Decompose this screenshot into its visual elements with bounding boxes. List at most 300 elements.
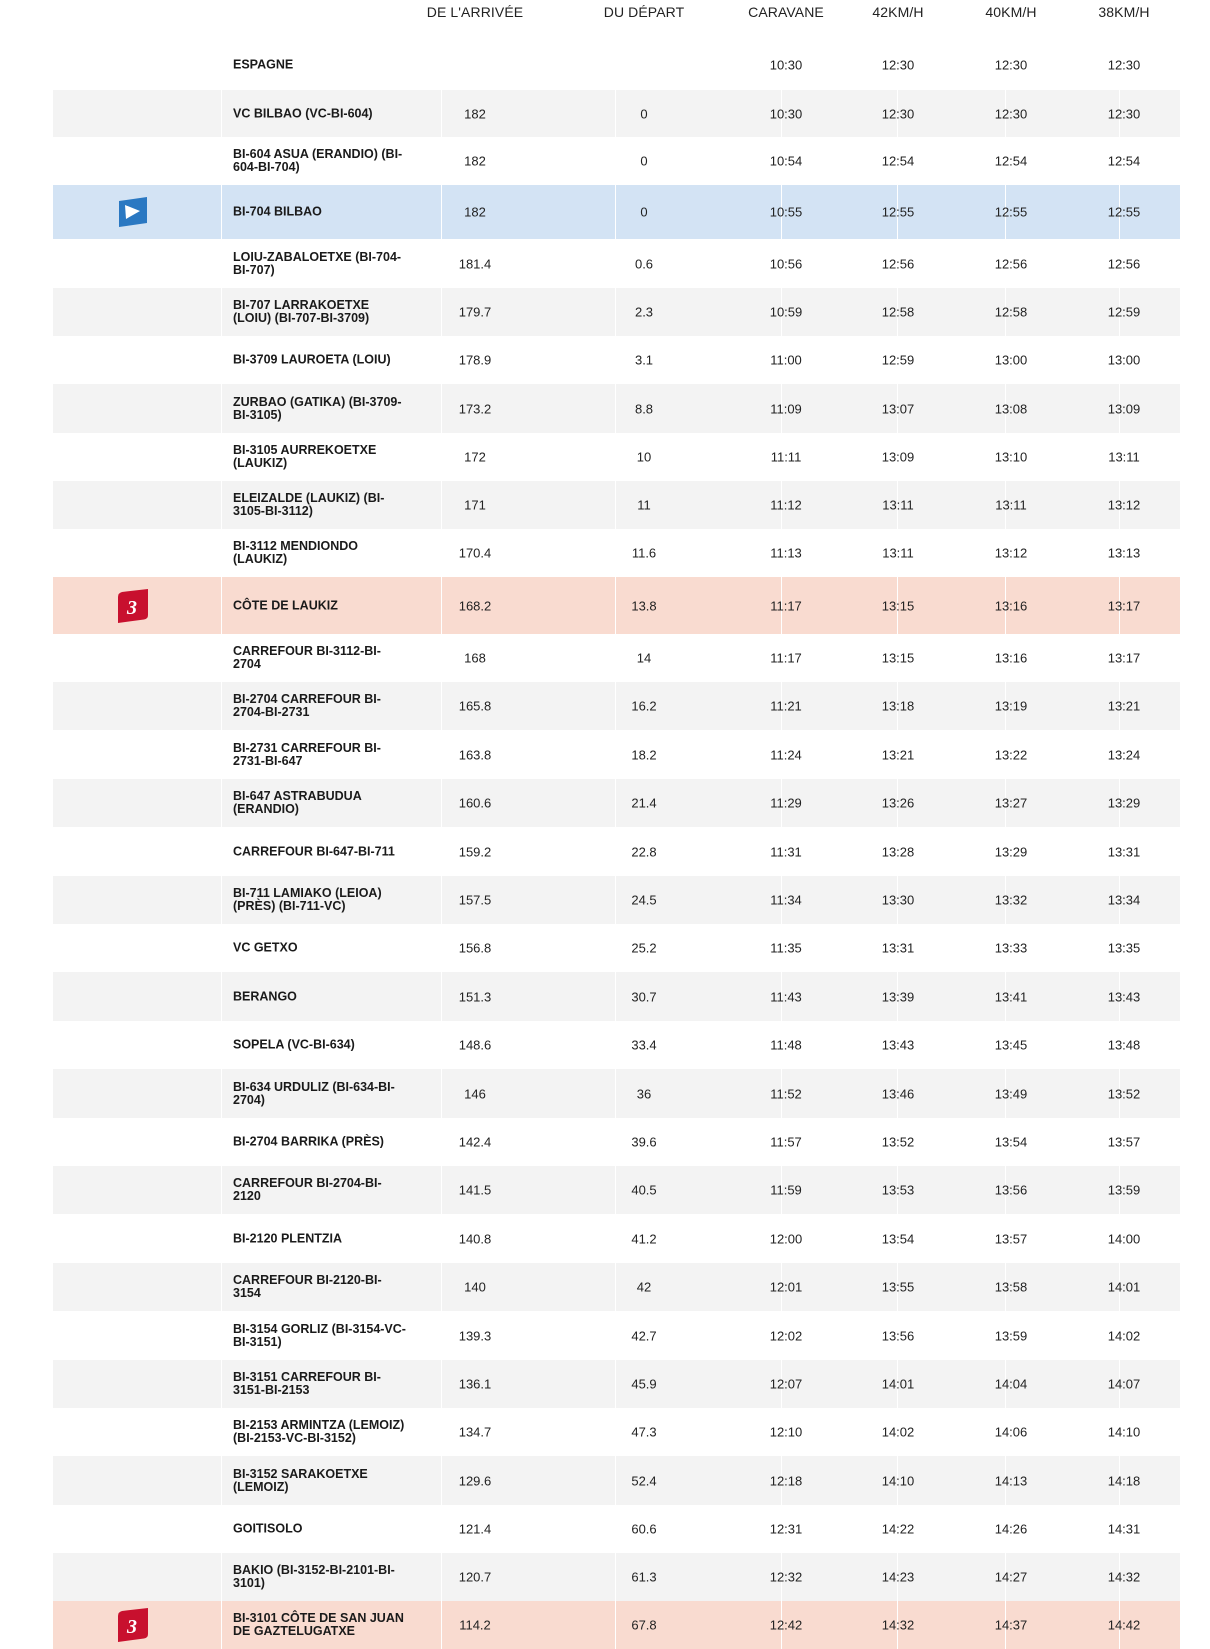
cell-v40: 13:12 bbox=[994, 545, 1028, 561]
table-row bbox=[53, 384, 1180, 433]
cell-depart: 33.4 bbox=[631, 1037, 657, 1053]
table-row bbox=[53, 876, 1180, 924]
cell-depart: 0 bbox=[640, 106, 648, 121]
table-row bbox=[53, 577, 1180, 634]
cell-v38: 14:00 bbox=[1107, 1231, 1141, 1246]
column-divider bbox=[615, 1601, 616, 1649]
cell-v38: 12:54 bbox=[1107, 153, 1141, 169]
location-name: CARREFOUR BI-2704-BI-2120 bbox=[233, 1176, 382, 1203]
column-divider bbox=[615, 1553, 616, 1601]
column-divider bbox=[221, 1553, 222, 1601]
table-row bbox=[53, 1408, 1180, 1456]
cell-v40: 13:29 bbox=[994, 844, 1028, 859]
cell-depart: 40.5 bbox=[631, 1182, 657, 1198]
table-row bbox=[53, 137, 1180, 185]
location-name: VC GETXO bbox=[233, 940, 298, 955]
cell-v40: 13:11 bbox=[995, 497, 1027, 513]
cell-v38: 13:17 bbox=[1107, 650, 1141, 666]
table-row bbox=[53, 827, 1180, 876]
cell-caravane: 11:21 bbox=[770, 698, 802, 714]
cell-caravane: 11:59 bbox=[770, 1182, 802, 1198]
column-divider bbox=[221, 577, 222, 634]
column-divider bbox=[221, 1166, 222, 1214]
cell-v38: 13:21 bbox=[1107, 698, 1141, 714]
cell-v38: 14:07 bbox=[1107, 1376, 1141, 1392]
cell-arrivee: 182 bbox=[464, 153, 486, 169]
cell-v38: 13:34 bbox=[1107, 892, 1141, 908]
col-header-caravane: CARAVANE bbox=[748, 4, 824, 20]
table-row bbox=[53, 288, 1180, 336]
table-row bbox=[53, 1601, 1180, 1649]
column-divider bbox=[615, 577, 616, 634]
cell-caravane: 10:59 bbox=[769, 304, 803, 320]
cell-depart: 8.8 bbox=[634, 401, 654, 416]
cell-v40: 13:58 bbox=[994, 1279, 1028, 1295]
cell-v40: 14:04 bbox=[994, 1376, 1028, 1392]
column-divider bbox=[441, 90, 442, 137]
cell-depart: 16.2 bbox=[631, 698, 657, 714]
cell-depart: 0.6 bbox=[634, 256, 654, 271]
cell-arrivee: 151.3 bbox=[458, 989, 492, 1004]
cell-v38: 13:43 bbox=[1107, 989, 1141, 1004]
cell-caravane: 11:12 bbox=[770, 497, 802, 513]
cell-arrivee: 156.8 bbox=[458, 940, 492, 956]
table-row bbox=[53, 1553, 1180, 1601]
cell-arrivee: 168.2 bbox=[458, 598, 492, 613]
cell-v38: 13:17 bbox=[1107, 598, 1141, 613]
location-name: BI-2704 BARRIKA (PRÈS) bbox=[233, 1134, 384, 1149]
cell-v42: 14:22 bbox=[881, 1521, 915, 1537]
column-divider bbox=[441, 1166, 442, 1214]
cell-arrivee: 168 bbox=[464, 650, 486, 666]
cell-v42: 13:15 bbox=[881, 650, 915, 666]
cell-arrivee: 165.8 bbox=[458, 698, 492, 714]
cell-depart: 11 bbox=[637, 497, 651, 513]
cell-v42: 13:30 bbox=[881, 892, 915, 908]
cell-caravane: 12:18 bbox=[769, 1473, 803, 1488]
cell-arrivee: 142.4 bbox=[458, 1134, 492, 1150]
cell-caravane: 10:30 bbox=[769, 57, 803, 72]
location-name: BI-2731 CARREFOUR BI-2731-BI-647 bbox=[233, 740, 381, 768]
cell-depart: 14 bbox=[636, 650, 652, 666]
cell-depart: 0 bbox=[640, 204, 648, 220]
location-name: BAKIO (BI-3152-BI-2101-BI-3101) bbox=[233, 1563, 395, 1590]
location-name: BI-2704 CARREFOUR BI-2704-BI-2731 bbox=[233, 692, 381, 719]
column-divider bbox=[221, 682, 222, 730]
table-row bbox=[53, 90, 1180, 137]
cell-arrivee: 148.6 bbox=[458, 1037, 492, 1053]
cell-v38: 12:30 bbox=[1107, 106, 1141, 121]
column-divider bbox=[221, 972, 222, 1021]
cell-depart: 45.9 bbox=[631, 1376, 657, 1392]
cell-v40: 13:19 bbox=[994, 698, 1028, 714]
cell-v42: 12:58 bbox=[881, 304, 915, 320]
cell-arrivee: 140.8 bbox=[458, 1231, 492, 1246]
column-divider bbox=[441, 1601, 442, 1649]
cell-caravane: 12:42 bbox=[769, 1617, 803, 1633]
table-row bbox=[53, 39, 1180, 90]
column-divider bbox=[441, 779, 442, 827]
col-header-depart: DU DÉPART bbox=[603, 4, 685, 20]
cell-v40: 14:13 bbox=[994, 1473, 1028, 1488]
table-row bbox=[53, 1069, 1180, 1118]
cell-v38: 14:02 bbox=[1107, 1328, 1141, 1343]
cell-v40: 14:37 bbox=[994, 1617, 1028, 1633]
location-name: BI-647 ASTRABUDUA (ERANDIO) bbox=[233, 789, 362, 816]
table-row bbox=[53, 1021, 1180, 1069]
table-row bbox=[53, 730, 1180, 779]
table-row bbox=[53, 1505, 1180, 1553]
cell-v40: 12:58 bbox=[994, 304, 1028, 320]
cell-v42: 12:30 bbox=[881, 57, 915, 72]
cell-v42: 13:43 bbox=[881, 1037, 915, 1053]
cell-v38: 13:52 bbox=[1107, 1086, 1141, 1101]
cell-caravane: 11:43 bbox=[770, 989, 802, 1004]
cell-v42: 13:28 bbox=[881, 844, 915, 859]
cell-depart: 39.6 bbox=[631, 1134, 657, 1150]
column-divider bbox=[221, 1069, 222, 1118]
cell-v40: 13:08 bbox=[994, 401, 1028, 416]
cell-arrivee: 172 bbox=[464, 449, 486, 465]
cell-depart: 41.2 bbox=[631, 1231, 657, 1246]
cell-v42: 13:55 bbox=[881, 1279, 915, 1295]
cell-v38: 13:00 bbox=[1107, 352, 1141, 368]
cell-v42: 13:56 bbox=[881, 1328, 915, 1343]
cell-depart: 0 bbox=[640, 153, 648, 169]
location-name: LOIU-ZABALOETXE (BI-704-BI-707) bbox=[233, 249, 402, 277]
cell-depart: 18.2 bbox=[631, 747, 657, 762]
cell-v42: 12:54 bbox=[881, 153, 915, 169]
column-divider bbox=[615, 779, 616, 827]
location-name: BI-634 URDULIZ (BI-634-BI-2704) bbox=[233, 1079, 395, 1107]
cell-v40: 13:32 bbox=[994, 892, 1028, 908]
cell-v42: 13:11 bbox=[882, 497, 914, 513]
location-name: BI-2153 ARMINTZA (LEMOIZ) (BI-2153-VC-BI-3152) bbox=[233, 1418, 405, 1445]
column-divider bbox=[441, 1456, 442, 1505]
cell-caravane: 11:17 bbox=[770, 598, 802, 613]
cell-caravane: 11:52 bbox=[770, 1086, 802, 1101]
column-divider bbox=[221, 185, 222, 239]
cell-v42: 13:18 bbox=[881, 698, 915, 714]
table-row bbox=[53, 433, 1180, 481]
climb-category-label: 3 bbox=[127, 596, 137, 619]
column-divider bbox=[221, 481, 222, 529]
location-name: CARREFOUR BI-2120-BI-3154 bbox=[233, 1273, 382, 1300]
cell-v42: 14:32 bbox=[881, 1617, 915, 1633]
cell-v38: 14:31 bbox=[1107, 1521, 1141, 1537]
column-divider bbox=[441, 185, 442, 239]
cell-v40: 13:10 bbox=[994, 449, 1028, 465]
cell-v42: 13:54 bbox=[881, 1231, 915, 1246]
location-name: ELEIZALDE (LAUKIZ) (BI-3105-BI-3112) bbox=[233, 491, 385, 518]
column-divider bbox=[615, 682, 616, 730]
cell-caravane: 11:31 bbox=[770, 844, 802, 859]
cell-depart: 52.4 bbox=[631, 1473, 657, 1488]
cell-depart: 2.3 bbox=[634, 304, 654, 320]
cell-v40: 14:06 bbox=[994, 1424, 1028, 1440]
column-divider bbox=[221, 876, 222, 924]
cell-caravane: 12:07 bbox=[769, 1376, 803, 1392]
cell-v38: 12:59 bbox=[1107, 304, 1141, 320]
location-name: BI-711 LAMIAKO (LEIOA) (PRÈS) (BI-711-VC) bbox=[233, 886, 382, 913]
cell-v42: 14:02 bbox=[881, 1424, 915, 1440]
column-divider bbox=[441, 1360, 442, 1408]
cell-v42: 13:07 bbox=[881, 401, 915, 416]
cell-arrivee: 139.3 bbox=[458, 1328, 492, 1343]
cell-arrivee: 140 bbox=[464, 1279, 486, 1295]
cell-arrivee: 173.2 bbox=[458, 401, 492, 416]
column-divider bbox=[221, 90, 222, 137]
column-divider bbox=[615, 185, 616, 239]
cell-caravane: 12:02 bbox=[769, 1328, 803, 1343]
table-row bbox=[53, 1360, 1180, 1408]
table-row bbox=[53, 634, 1180, 682]
cell-arrivee: 179.7 bbox=[458, 304, 492, 320]
cell-v38: 13:59 bbox=[1107, 1182, 1141, 1198]
column-divider bbox=[441, 972, 442, 1021]
table-row bbox=[53, 1311, 1180, 1360]
cell-v38: 13:11 bbox=[1108, 449, 1140, 465]
cell-arrivee: 146 bbox=[464, 1086, 486, 1101]
table-row bbox=[53, 682, 1180, 730]
cell-v40: 13:27 bbox=[994, 795, 1028, 811]
col-header-40kmh: 40KM/H bbox=[985, 4, 1037, 20]
cell-v40: 12:30 bbox=[994, 106, 1028, 121]
col-header-42kmh: 42KM/H bbox=[872, 4, 924, 20]
cell-v40: 13:45 bbox=[994, 1037, 1028, 1053]
cell-v38: 13:09 bbox=[1107, 401, 1141, 416]
table-row bbox=[53, 529, 1180, 577]
location-name: BI-707 LARRAKOETXE (LOIU) (BI-707-BI-3709) bbox=[233, 298, 370, 325]
column-divider bbox=[441, 481, 442, 529]
cell-v40: 13:59 bbox=[994, 1328, 1028, 1343]
cell-caravane: 11:34 bbox=[770, 892, 802, 908]
cell-arrivee: 163.8 bbox=[458, 747, 492, 762]
column-divider bbox=[615, 384, 616, 433]
cell-v38: 13:57 bbox=[1107, 1134, 1141, 1150]
table-row bbox=[53, 239, 1180, 288]
location-name: CARREFOUR BI-647-BI-711 bbox=[233, 844, 395, 858]
cell-v42: 13:53 bbox=[881, 1182, 915, 1198]
cell-arrivee: 129.6 bbox=[458, 1473, 492, 1488]
cell-depart: 30.7 bbox=[631, 989, 657, 1004]
col-header-arrivee: DE L'ARRIVÉE bbox=[426, 4, 524, 20]
column-divider bbox=[441, 384, 442, 433]
location-name: BI-3101 CÔTE DE SAN JUAN DE GAZTELUGATXE bbox=[233, 1611, 404, 1638]
cell-v42: 12:30 bbox=[881, 106, 915, 121]
cell-arrivee: 182 bbox=[464, 204, 486, 220]
column-divider bbox=[615, 1360, 616, 1408]
cell-v38: 12:56 bbox=[1107, 256, 1141, 271]
cell-depart: 22.8 bbox=[631, 844, 657, 859]
location-name: CARREFOUR BI-3112-BI-2704 bbox=[233, 644, 381, 671]
cell-caravane: 12:01 bbox=[769, 1279, 803, 1295]
cell-caravane: 11:11 bbox=[770, 449, 802, 465]
column-divider bbox=[221, 1601, 222, 1649]
location-name: BI-2120 PLENTZIA bbox=[233, 1231, 343, 1245]
cell-v42: 14:01 bbox=[881, 1376, 915, 1392]
column-divider bbox=[441, 288, 442, 336]
location-name: BI-3112 MENDIONDO (LAUKIZ) bbox=[233, 539, 359, 566]
cell-v42: 13:15 bbox=[881, 598, 915, 613]
cell-v42: 13:46 bbox=[881, 1086, 915, 1101]
table-row bbox=[53, 924, 1180, 972]
cell-v40: 12:30 bbox=[994, 57, 1028, 72]
cell-depart: 61.3 bbox=[631, 1569, 657, 1585]
cell-v42: 13:52 bbox=[881, 1134, 915, 1150]
cell-arrivee: 170.4 bbox=[458, 545, 492, 561]
location-name: ESPAGNE bbox=[233, 57, 294, 71]
cell-v40: 13:49 bbox=[994, 1086, 1028, 1101]
cell-v38: 12:30 bbox=[1107, 57, 1141, 72]
cell-caravane: 12:31 bbox=[769, 1521, 803, 1537]
column-divider bbox=[441, 682, 442, 730]
cell-arrivee: 114.2 bbox=[459, 1617, 491, 1633]
cell-v42: 12:59 bbox=[881, 352, 915, 368]
column-divider bbox=[615, 1166, 616, 1214]
column-divider bbox=[221, 1263, 222, 1311]
cell-v42: 13:09 bbox=[881, 449, 915, 465]
cell-caravane: 11:17 bbox=[770, 650, 802, 666]
cell-caravane: 11:48 bbox=[770, 1037, 802, 1053]
cell-v40: 13:16 bbox=[994, 650, 1028, 666]
cell-v38: 13:48 bbox=[1107, 1037, 1141, 1053]
cell-v42: 13:39 bbox=[881, 989, 915, 1004]
cell-v40: 12:56 bbox=[994, 256, 1028, 271]
cell-v40: 13:00 bbox=[994, 352, 1028, 368]
cell-depart: 11.6 bbox=[631, 545, 657, 561]
location-name: BI-3154 GORLIZ (BI-3154-VC-BI-3151) bbox=[233, 1321, 406, 1349]
cell-depart: 47.3 bbox=[631, 1424, 657, 1440]
cell-depart: 67.8 bbox=[631, 1617, 657, 1633]
cell-caravane: 10:56 bbox=[769, 256, 803, 271]
cell-v40: 13:56 bbox=[994, 1182, 1028, 1198]
column-divider bbox=[221, 1360, 222, 1408]
cell-arrivee: 136.1 bbox=[458, 1376, 492, 1392]
cell-caravane: 12:32 bbox=[769, 1569, 803, 1585]
cell-depart: 21.4 bbox=[631, 795, 657, 811]
cell-v38: 14:10 bbox=[1107, 1424, 1141, 1440]
climb-category-3-icon bbox=[115, 588, 151, 624]
location-name: BERANGO bbox=[233, 989, 297, 1003]
cell-v42: 13:11 bbox=[882, 545, 914, 561]
table-row bbox=[53, 185, 1180, 239]
cell-arrivee: 160.6 bbox=[458, 795, 492, 811]
cell-depart: 60.6 bbox=[631, 1521, 657, 1537]
col-header-38kmh: 38KM/H bbox=[1098, 4, 1150, 20]
cell-v38: 13:29 bbox=[1107, 795, 1141, 811]
table-row bbox=[53, 1456, 1180, 1505]
column-divider bbox=[221, 384, 222, 433]
cell-caravane: 11:00 bbox=[770, 352, 802, 368]
cell-arrivee: 159.2 bbox=[458, 844, 492, 859]
cell-caravane: 11:35 bbox=[770, 940, 802, 956]
table-header bbox=[0, 0, 1210, 36]
cell-arrivee: 178.9 bbox=[458, 352, 492, 368]
cell-v38: 13:31 bbox=[1107, 844, 1141, 859]
cell-arrivee: 181.4 bbox=[458, 256, 492, 271]
location-name: CÔTE DE LAUKIZ bbox=[233, 598, 338, 612]
cell-caravane: 11:57 bbox=[770, 1134, 802, 1150]
location-name: BI-704 BILBAO bbox=[233, 204, 322, 219]
cell-v42: 14:10 bbox=[881, 1473, 915, 1488]
cell-depart: 25.2 bbox=[631, 940, 657, 956]
column-divider bbox=[221, 288, 222, 336]
cell-depart: 36 bbox=[636, 1086, 652, 1101]
cell-v42: 13:21 bbox=[881, 747, 915, 762]
cell-v40: 14:26 bbox=[994, 1521, 1028, 1537]
climb-category-3-icon bbox=[115, 1607, 151, 1643]
cell-arrivee: 182 bbox=[464, 106, 486, 121]
table-row bbox=[53, 1118, 1180, 1166]
location-name: SOPELA (VC-BI-634) bbox=[233, 1037, 355, 1052]
column-divider bbox=[615, 481, 616, 529]
cell-v38: 12:55 bbox=[1107, 204, 1141, 220]
cell-caravane: 11:13 bbox=[770, 545, 802, 561]
cell-depart: 13.8 bbox=[631, 598, 657, 613]
cell-caravane: 12:00 bbox=[769, 1231, 803, 1246]
location-name: BI-3105 AURREKOETXE (LAUKIZ) bbox=[233, 443, 377, 470]
cell-v40: 13:54 bbox=[994, 1134, 1028, 1150]
cell-v42: 14:23 bbox=[881, 1569, 915, 1585]
column-divider bbox=[441, 1263, 442, 1311]
cell-caravane: 10:54 bbox=[769, 153, 803, 169]
cell-depart: 42 bbox=[636, 1279, 652, 1295]
cell-v40: 12:55 bbox=[994, 204, 1028, 220]
cell-v38: 13:12 bbox=[1107, 497, 1141, 513]
location-name: VC BILBAO (VC-BI-604) bbox=[233, 106, 373, 120]
cell-v42: 12:56 bbox=[881, 256, 915, 271]
location-name: BI-3709 LAUROETA (LOIU) bbox=[233, 352, 391, 367]
cell-v40: 13:33 bbox=[994, 940, 1028, 956]
location-name: BI-604 ASUA (ERANDIO) (BI-604-BI-704) bbox=[233, 147, 403, 174]
cell-caravane: 10:55 bbox=[769, 204, 803, 220]
column-divider bbox=[615, 288, 616, 336]
cell-v40: 13:16 bbox=[994, 598, 1028, 613]
column-divider bbox=[615, 1069, 616, 1118]
cell-arrivee: 171 bbox=[464, 497, 486, 513]
climb-category-label: 3 bbox=[127, 1616, 137, 1638]
location-name: GOITISOLO bbox=[233, 1521, 303, 1536]
column-divider bbox=[441, 876, 442, 924]
column-divider bbox=[221, 779, 222, 827]
cell-v42: 13:26 bbox=[881, 795, 915, 811]
cell-caravane: 11:09 bbox=[770, 401, 802, 416]
cell-caravane: 11:29 bbox=[770, 795, 802, 811]
cell-v38: 14:01 bbox=[1107, 1279, 1141, 1295]
column-divider bbox=[615, 1263, 616, 1311]
cell-v40: 14:27 bbox=[994, 1569, 1028, 1585]
cell-v38: 13:35 bbox=[1107, 940, 1141, 956]
table-row bbox=[53, 336, 1180, 384]
cell-depart: 3.1 bbox=[634, 352, 654, 368]
cell-arrivee: 141.5 bbox=[458, 1182, 492, 1198]
cell-v40: 13:57 bbox=[994, 1231, 1028, 1246]
column-divider bbox=[441, 1069, 442, 1118]
column-divider bbox=[615, 90, 616, 137]
table-row bbox=[53, 481, 1180, 529]
table-row bbox=[53, 972, 1180, 1021]
cell-v38: 14:42 bbox=[1107, 1617, 1141, 1633]
table-row bbox=[53, 779, 1180, 827]
cell-v40: 12:54 bbox=[994, 153, 1028, 169]
column-divider bbox=[615, 1456, 616, 1505]
cell-arrivee: 134.7 bbox=[458, 1424, 492, 1440]
table-row bbox=[53, 1214, 1180, 1263]
table-row bbox=[53, 1263, 1180, 1311]
cell-v38: 13:24 bbox=[1107, 747, 1141, 762]
cell-caravane: 10:30 bbox=[769, 106, 803, 121]
